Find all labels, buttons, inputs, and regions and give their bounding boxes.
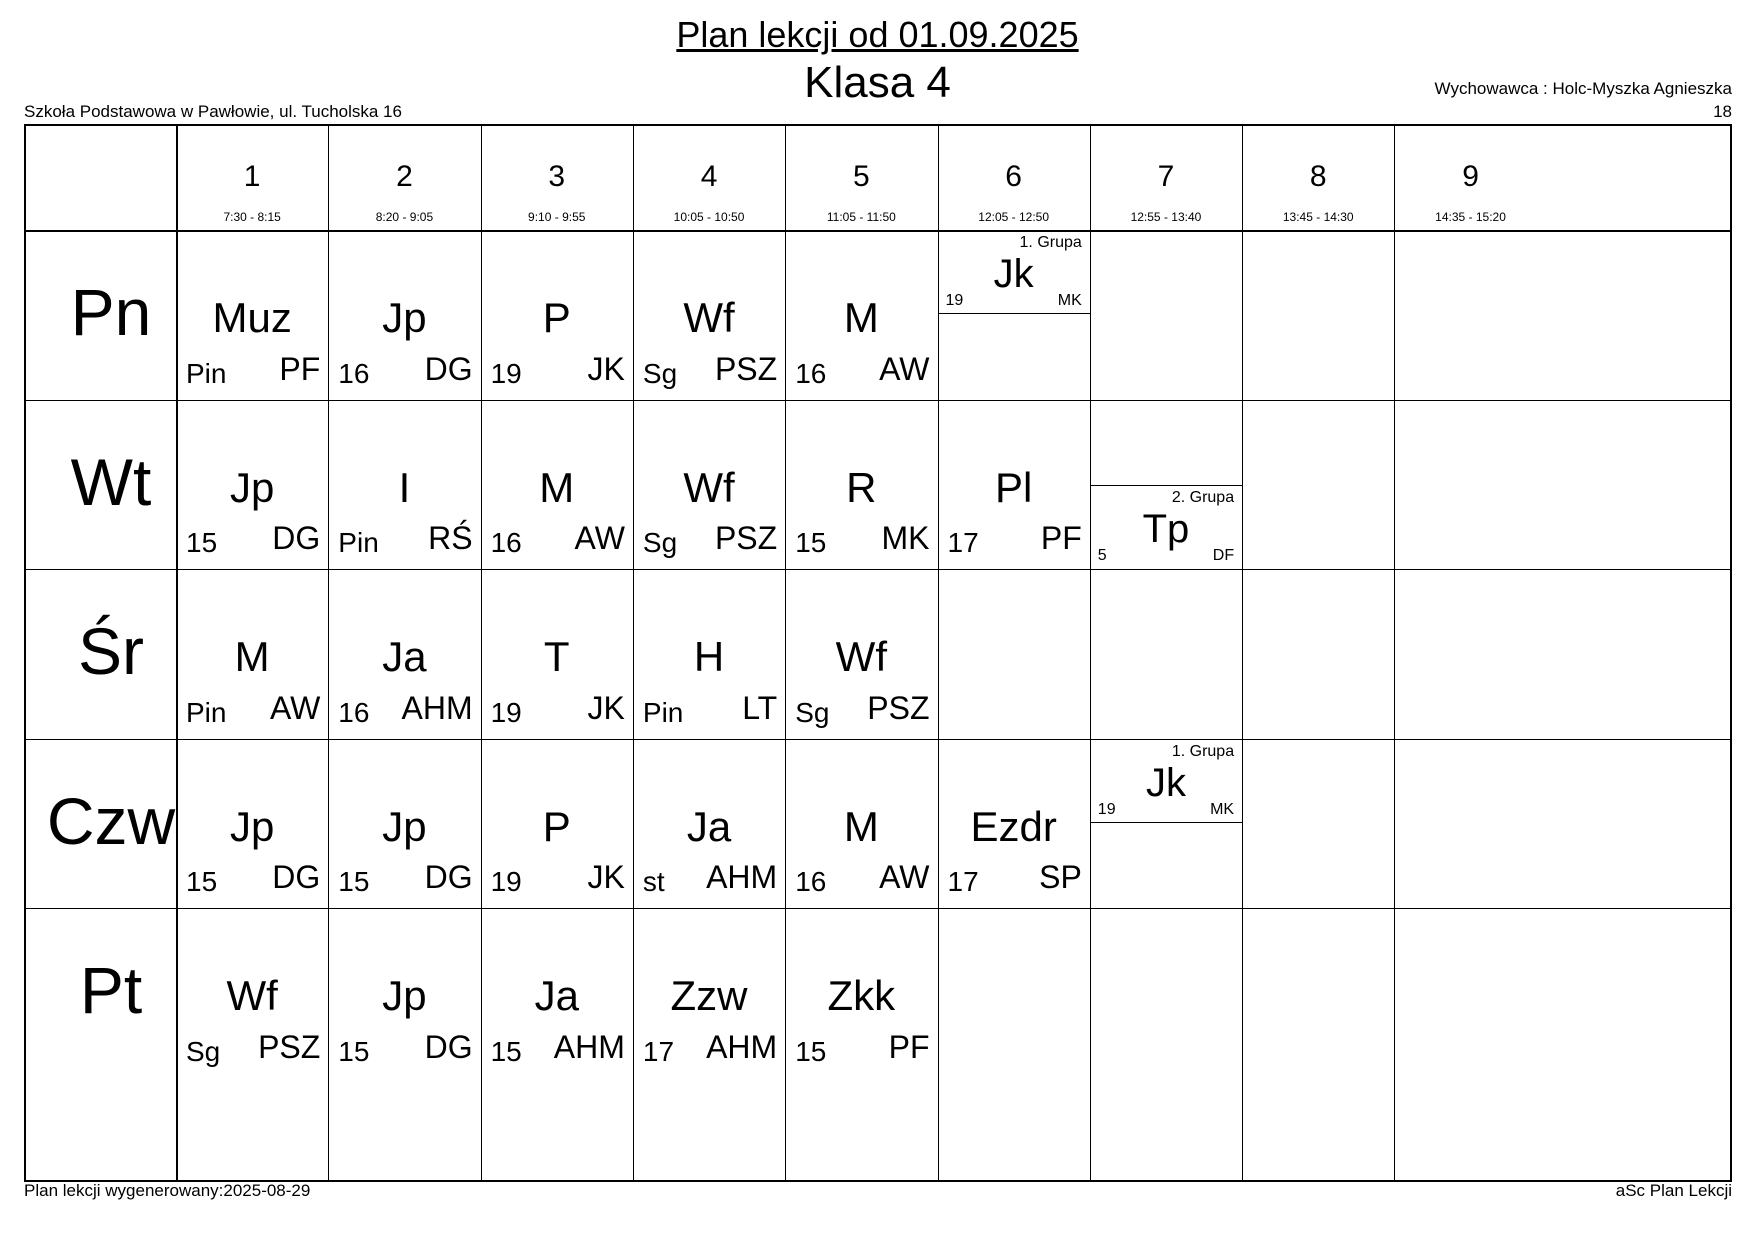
period-number: 5 [852, 160, 870, 193]
period-number: 2 [396, 160, 413, 193]
generated-date: Plan lekcji wygenerowany:2025-08-29 [24, 1181, 311, 1200]
group-subject: Jk [1145, 760, 1186, 805]
lesson-subject: Zzw [670, 972, 748, 1020]
day-label: Wt [70, 444, 152, 519]
group-lesson-cell[interactable] [1090, 485, 1242, 569]
lesson-teacher: PSZ [867, 689, 930, 726]
lesson-cell[interactable] [938, 739, 1090, 909]
lesson-teacher: JK [587, 689, 625, 726]
group-label: 1. Grupa [1019, 234, 1082, 251]
group-teacher: MK [1210, 800, 1235, 818]
lesson-subject: M [843, 294, 879, 341]
lesson-subject: Jp [382, 294, 427, 341]
group-label: 2. Grupa [1171, 489, 1235, 507]
timetable-grid [24, 124, 1732, 1182]
period-number: 8 [1309, 160, 1327, 193]
timetable-title: Plan lekcji od 01.09.2025 [676, 14, 1079, 55]
lesson-cell[interactable] [176, 569, 328, 739]
lesson-room: Sg [795, 696, 830, 728]
group-subject: Tp [1142, 507, 1190, 552]
lesson-cell[interactable] [481, 908, 633, 1078]
group-teacher: MK [1057, 292, 1082, 309]
lesson-room: 15 [795, 1035, 827, 1067]
home-room-number: 18 [1713, 102, 1732, 121]
period-number: 1 [243, 160, 261, 193]
lesson-cell[interactable] [785, 400, 937, 570]
lesson-cell[interactable] [481, 230, 633, 400]
app-name: aSc Plan Lekcji [1615, 1181, 1732, 1200]
lesson-room: 16 [490, 527, 522, 559]
lesson-subject: Zkk [827, 972, 896, 1020]
lesson-room: st [642, 866, 665, 898]
group-lesson-cell[interactable] [1090, 739, 1242, 823]
lesson-room: 17 [947, 527, 979, 559]
lesson-room: 16 [795, 866, 827, 898]
lesson-subject: Ezdr [970, 802, 1057, 850]
period-time: 11:05 - 11:50 [826, 210, 896, 224]
column-divider [1394, 126, 1395, 1180]
lesson-cell[interactable] [785, 569, 937, 739]
lesson-subject: M [234, 633, 270, 681]
lesson-room: 15 [186, 866, 218, 898]
lesson-subject: Jp [229, 463, 275, 511]
lesson-teacher: JK [587, 859, 625, 896]
lesson-teacher: PSZ [714, 520, 778, 557]
period-header [1242, 126, 1394, 230]
column-divider [1242, 126, 1243, 1180]
lesson-subject: P [542, 294, 571, 341]
lesson-teacher: PF [888, 1028, 930, 1065]
period-header [1394, 126, 1546, 230]
period-time: 12:55 - 13:40 [1130, 210, 1202, 224]
lesson-cell[interactable] [328, 400, 480, 570]
day-label: Pt [79, 953, 143, 1028]
lesson-room: 17 [642, 1035, 675, 1067]
lesson-teacher: PF [1040, 520, 1082, 557]
lesson-teacher: DG [272, 520, 321, 557]
lesson-room: 15 [795, 527, 827, 559]
lesson-cell[interactable] [633, 400, 785, 570]
lesson-teacher: AHM [553, 1028, 625, 1065]
lesson-room: Sg [642, 527, 678, 559]
lesson-teacher: PSZ [258, 1028, 321, 1065]
lesson-subject: T [543, 633, 570, 681]
lesson-teacher: AW [574, 520, 625, 557]
lesson-teacher: MK [881, 520, 930, 557]
period-header [1090, 126, 1242, 230]
lesson-cell[interactable] [633, 230, 785, 400]
lesson-teacher: AW [879, 859, 930, 896]
lesson-cell[interactable] [481, 739, 633, 909]
period-number: 3 [548, 160, 566, 193]
lesson-teacher: SP [1039, 859, 1082, 896]
lesson-teacher: LT [742, 689, 778, 726]
lesson-subject: Wf [835, 633, 887, 681]
period-time: 12:05 - 12:50 [978, 210, 1050, 224]
period-time: 14:35 - 15:20 [1435, 210, 1506, 224]
lesson-room: Pin [186, 696, 227, 728]
period-time: 9:10 - 9:55 [528, 210, 586, 224]
period-header [328, 126, 480, 230]
lesson-room: Sg [642, 357, 678, 389]
day-label: Czw [46, 783, 176, 858]
group-divider [1090, 822, 1242, 823]
lesson-cell[interactable] [328, 908, 480, 1078]
lesson-subject: Wf [683, 294, 735, 341]
period-header [785, 126, 937, 230]
lesson-room: 19 [490, 866, 522, 898]
lesson-teacher: AHM [401, 689, 473, 726]
period-header [633, 126, 785, 230]
lesson-teacher: AHM [706, 1028, 778, 1065]
lesson-subject: Ja [686, 802, 732, 850]
lesson-subject: H [693, 633, 725, 681]
lesson-teacher: DG [424, 350, 473, 387]
class-tutor: Wychowawca : Holc-Myszka Agnieszka [1434, 79, 1732, 98]
lesson-teacher: AW [879, 350, 930, 387]
group-room: 5 [1097, 547, 1107, 565]
group-subject: Jk [993, 252, 1034, 296]
lesson-cell[interactable] [938, 400, 1090, 570]
lesson-teacher: AHM [706, 859, 778, 896]
day-label: Pn [70, 275, 152, 349]
period-number: 7 [1157, 160, 1175, 193]
group-label: 1. Grupa [1171, 742, 1235, 760]
period-number: 6 [1005, 160, 1022, 193]
grid-corner-cell [26, 126, 196, 230]
lesson-subject: Pl [994, 463, 1033, 511]
lesson-teacher: AW [269, 689, 321, 726]
lesson-room: 15 [186, 527, 218, 559]
lesson-teacher: PSZ [714, 350, 778, 387]
period-time: 10:05 - 10:50 [673, 210, 745, 224]
period-time: 7:30 - 8:15 [223, 210, 281, 224]
period-time: 13:45 - 14:30 [1282, 210, 1354, 224]
lesson-room: 15 [338, 1035, 370, 1067]
lesson-teacher: DG [424, 1028, 473, 1065]
lesson-room: Pin [642, 696, 684, 728]
lesson-cell[interactable] [785, 908, 937, 1078]
lesson-room: 16 [338, 696, 370, 728]
lesson-room: Pin [186, 357, 227, 389]
column-divider [1090, 126, 1091, 1180]
lesson-cell[interactable] [328, 569, 480, 739]
lesson-cell[interactable] [328, 739, 480, 909]
lesson-cell[interactable] [328, 230, 480, 400]
lesson-subject: Wf [226, 972, 278, 1020]
lesson-subject: Jp [382, 972, 427, 1020]
lesson-cell[interactable] [785, 739, 937, 909]
day-label: Śr [78, 614, 144, 689]
lesson-teacher: JK [587, 350, 625, 387]
lesson-subject: M [539, 463, 575, 511]
class-name: Klasa 4 [804, 58, 951, 107]
lesson-teacher: RŚ [428, 520, 473, 557]
school-name: Szkoła Podstawowa w Pawłowie, ul. Tucholska 16 [24, 102, 402, 121]
lesson-room: 15 [490, 1035, 522, 1067]
lesson-cell[interactable] [176, 908, 328, 1078]
group-divider [1090, 485, 1242, 486]
lesson-subject: Wf [683, 463, 735, 511]
lesson-room: 19 [490, 357, 522, 389]
lesson-subject: P [542, 802, 571, 850]
group-room: 19 [945, 292, 964, 309]
group-teacher: DF [1212, 547, 1235, 565]
period-time: 8:20 - 9:05 [375, 210, 434, 224]
lesson-room: 15 [338, 866, 370, 898]
lesson-cell[interactable] [481, 400, 633, 570]
lesson-subject: I [398, 463, 411, 511]
lesson-room: Sg [186, 1035, 221, 1067]
lesson-subject: M [843, 802, 879, 850]
lesson-teacher: DG [272, 859, 321, 896]
lesson-cell[interactable] [633, 908, 785, 1078]
lesson-cell[interactable] [176, 400, 328, 570]
period-header [481, 126, 633, 230]
lesson-room: 19 [490, 696, 522, 728]
lesson-room: 16 [795, 357, 827, 389]
lesson-cell[interactable] [633, 569, 785, 739]
lesson-teacher: DG [424, 859, 473, 896]
lesson-cell[interactable] [176, 739, 328, 909]
lesson-teacher: PF [279, 350, 321, 387]
lesson-subject: Jp [229, 802, 275, 850]
lesson-room: Pin [338, 527, 379, 559]
period-header [176, 126, 328, 230]
lesson-cell[interactable] [176, 230, 328, 400]
group-room: 19 [1097, 800, 1116, 818]
lesson-subject: R [846, 463, 877, 511]
lesson-subject: Muz [212, 294, 292, 341]
group-lesson-cell[interactable] [938, 230, 1090, 314]
lesson-room: 17 [947, 866, 979, 898]
lesson-cell[interactable] [633, 739, 785, 909]
period-number: 9 [1462, 160, 1479, 193]
lesson-subject: Ja [534, 972, 579, 1020]
lesson-cell[interactable] [481, 569, 633, 739]
period-header [938, 126, 1090, 230]
lesson-room: 16 [338, 357, 370, 389]
lesson-subject: Ja [382, 633, 427, 681]
lesson-cell[interactable] [785, 230, 937, 400]
lesson-subject: Jp [382, 802, 427, 850]
group-divider [938, 313, 1090, 314]
period-number: 4 [700, 160, 718, 193]
